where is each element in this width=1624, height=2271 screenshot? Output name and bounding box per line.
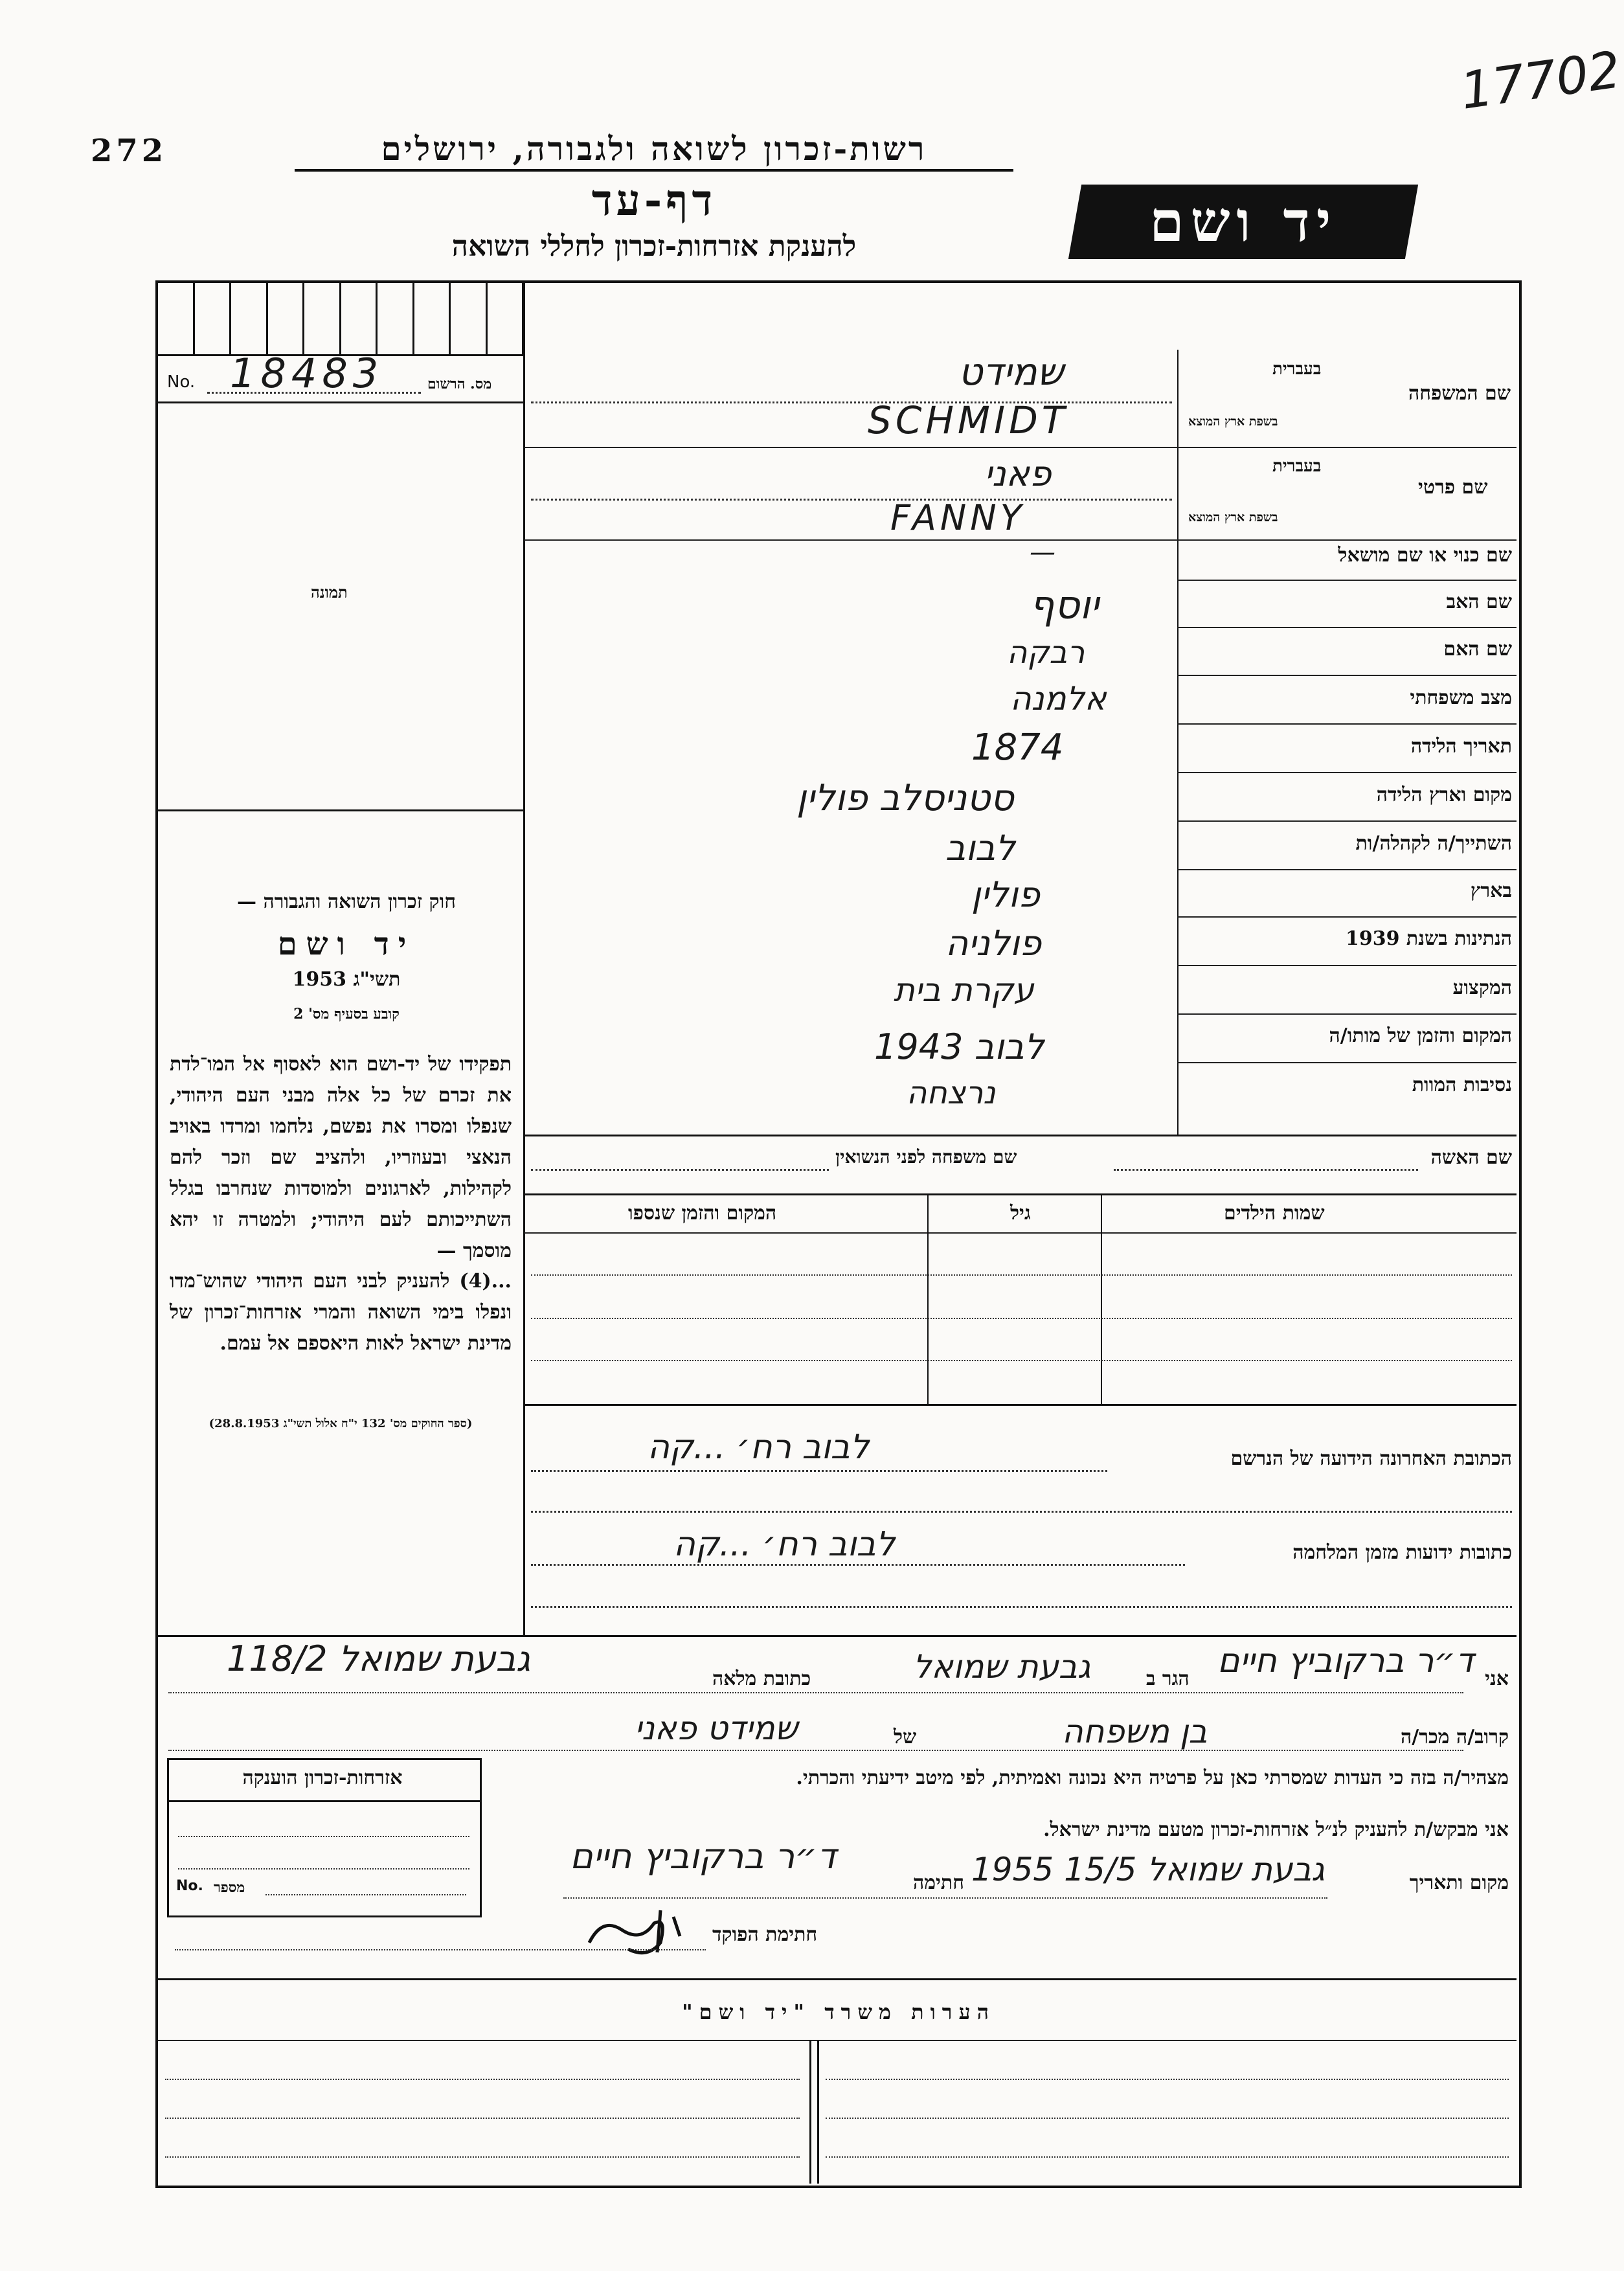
children-header-age: גיל	[1010, 1202, 1031, 1225]
last-address-label: הכתובת האחרונה הידועה של הנרשם	[1230, 1447, 1512, 1470]
registration-number: 18483	[230, 350, 384, 397]
award-box-title: אזרחות-זכרון הוענקה	[242, 1767, 403, 1789]
father-value: יוסף	[1030, 583, 1100, 628]
wartime-address-value: לבוב רח׳ ...קה	[673, 1525, 896, 1564]
family-name-sub-origin: בשפת ארץ המוצא	[1188, 414, 1278, 429]
first-name-sub-hebrew: בעברית	[1272, 457, 1322, 476]
family-name-origin-value: SCHMIDT	[868, 398, 1069, 442]
profession-value: עקרת בית	[894, 971, 1034, 1009]
family-name-hebrew-value: שמידט	[958, 350, 1064, 394]
law-section: קובע בסעיף מס' 2	[293, 1006, 400, 1023]
profession-label: המקצוע	[1452, 977, 1512, 999]
award-box-he-no-label: מספר	[214, 1879, 245, 1896]
marital-value: אלמנה	[1010, 680, 1107, 717]
birth-place-value: סטניסלב פולין	[796, 777, 1014, 819]
declaration-statement-1: מצהיר/ה בזה כי העדות שמסרתי כאן על פרטיה היא נכונה ואמיתית, לפי מיטב ידיעתי והכרתי.	[796, 1767, 1509, 1789]
family-name-label: שם המשפחה	[1408, 382, 1511, 405]
tick-boxes	[158, 283, 524, 356]
place-date-value: גבעת שמואל 15/5 1955	[971, 1851, 1325, 1888]
community-value: לבוב	[945, 828, 1015, 868]
nickname-value: —	[1030, 537, 1055, 567]
first-name-origin-value: FANNY	[890, 497, 1026, 538]
citizenship-label: הנתינות בשנת 1939	[1345, 927, 1512, 950]
declaration-i-label: אני	[1485, 1667, 1509, 1690]
form-title: דף-עד	[591, 175, 717, 225]
citizenship-value: פולניה	[945, 923, 1042, 964]
corner-number: 17702	[1456, 41, 1624, 121]
community-label: השתייך/ה לקהלה/ות	[1355, 832, 1512, 855]
marital-label: מצב משפחתי	[1410, 686, 1512, 709]
clerk-signature-label: חתימת הפוקד	[712, 1923, 818, 1946]
logo-text: יד ושם	[1149, 189, 1338, 254]
declaration-relative-value: בן משפחה	[1062, 1713, 1208, 1750]
law-name: יד ושם	[277, 926, 416, 962]
birth-place-label: מקום וארץ הלידה	[1376, 784, 1512, 806]
declaration-relative-label: קרוב/ה מכר/ה	[1401, 1726, 1509, 1748]
first-name-sub-origin: בשפת ארץ המוצא	[1188, 510, 1278, 525]
mother-label: שם האם	[1443, 638, 1512, 661]
signature-label: חתימה	[913, 1871, 964, 1894]
registration-he-label: מס. הרשום	[427, 376, 492, 392]
death-cause-value: נרצחה	[907, 1075, 996, 1111]
law-title: חוק זכרון השואה והגבורה —	[237, 890, 456, 913]
registration-no-label: No.	[167, 372, 196, 392]
children-header-place: המקום והזמן שנספו	[628, 1202, 777, 1225]
notes-label: הערות משרד "יד ושם"	[681, 2000, 996, 2024]
place-date-label: מקום ותאריך	[1409, 1871, 1509, 1894]
wartime-address-label: כתובות ידועות מזמן המלחמה	[1292, 1541, 1512, 1564]
left-column-divider	[523, 283, 525, 1635]
labels-divider	[1177, 350, 1179, 1135]
first-name-hebrew-value: פאני	[984, 453, 1052, 494]
signature-value: ד״ר ברקוביץ חיים	[570, 1836, 837, 1877]
law-year: תשי"ג 1953	[292, 968, 401, 991]
death-cause-label: נסיבות המוות	[1412, 1074, 1512, 1096]
declaration-resides-value: גבעת שמואל	[913, 1648, 1091, 1686]
children-header-names: שמות הילדים	[1224, 1202, 1325, 1225]
declaration-of-value: שמידט פאני	[635, 1710, 798, 1747]
last-address-value: לבוב רח׳ ...קה	[648, 1428, 870, 1467]
law-paragraph-1: תפקידו של יד-ושם הוא לאסוף אל המו־לדת את זכרם של כל אלה מבני העם היהודי, שנפלו ומסרו את נפשם, נלחמו ומרדו באויב הנאצי ובעוזריו, ולהציב שם וזכר להם לקהילות, לארגונים ולמוסדות שנחרבו בגלל השתייכותם לעם היהודי; ולמטרה זו יהא מוסמך —	[170, 1053, 512, 1262]
country-value: פולין	[971, 874, 1040, 915]
clerk-signature-scribble	[583, 1904, 699, 1965]
law-citation: (ספר החוקים מס' 132 י"ח אלול תשי"ג 28.8.1953)	[209, 1417, 473, 1430]
birth-date-value: 1874	[971, 727, 1064, 769]
death-value: 1943 לבוב	[874, 1026, 1044, 1067]
first-name-label: שם פרטי	[1418, 476, 1488, 499]
declaration-full-address-value: גבעת שמואל 118/2	[227, 1638, 531, 1679]
father-label: שם האב	[1446, 591, 1512, 613]
family-name-sub-hebrew: בעברית	[1272, 359, 1322, 379]
birth-date-label: תאריך הלידה	[1410, 735, 1512, 758]
mother-value: רבקה	[1007, 635, 1085, 671]
wife-label: שם האשה	[1430, 1146, 1512, 1169]
award-box-no-label: No.	[176, 1878, 203, 1894]
authority-line: רשות-זכרון לשואה ולגבורה, ירושלים	[295, 130, 1013, 172]
death-label: המקום והזמן של מותו/ה	[1329, 1024, 1512, 1047]
photo-label: תמונה	[311, 583, 348, 602]
declaration-i-value: ד״ר ברקוביץ חיים	[1217, 1642, 1474, 1680]
declaration-resides-label: הגר ב	[1146, 1667, 1190, 1690]
declaration-of-label: של	[894, 1726, 917, 1748]
wife-maiden-label: שם משפחה לפני הנשואין	[835, 1146, 1017, 1168]
country-label: בארץ	[1470, 879, 1512, 902]
declaration-full-address-label: כתובת מלאה	[712, 1667, 811, 1690]
declaration-statement-2: אני מבקש/ת להעניק לנ״ל אזרחות-זכרון מטעם מדינת ישראל.	[1043, 1818, 1509, 1841]
form-subtitle: להענקת אזרחות-זכרון לחללי השואה	[451, 230, 857, 263]
nickname-label: שם כנוי או שם מושאל	[1338, 544, 1512, 567]
law-paragraph-2: ...(4) להעניק לבני העם היהודי שהוש־מדו ונפלו בימי השואה והמרי אזרחות־זכרון של מדינת ישראל לאות היאספם אל עמם.	[170, 1270, 512, 1355]
top-page-number: 272	[91, 133, 168, 169]
logo	[1068, 185, 1418, 259]
